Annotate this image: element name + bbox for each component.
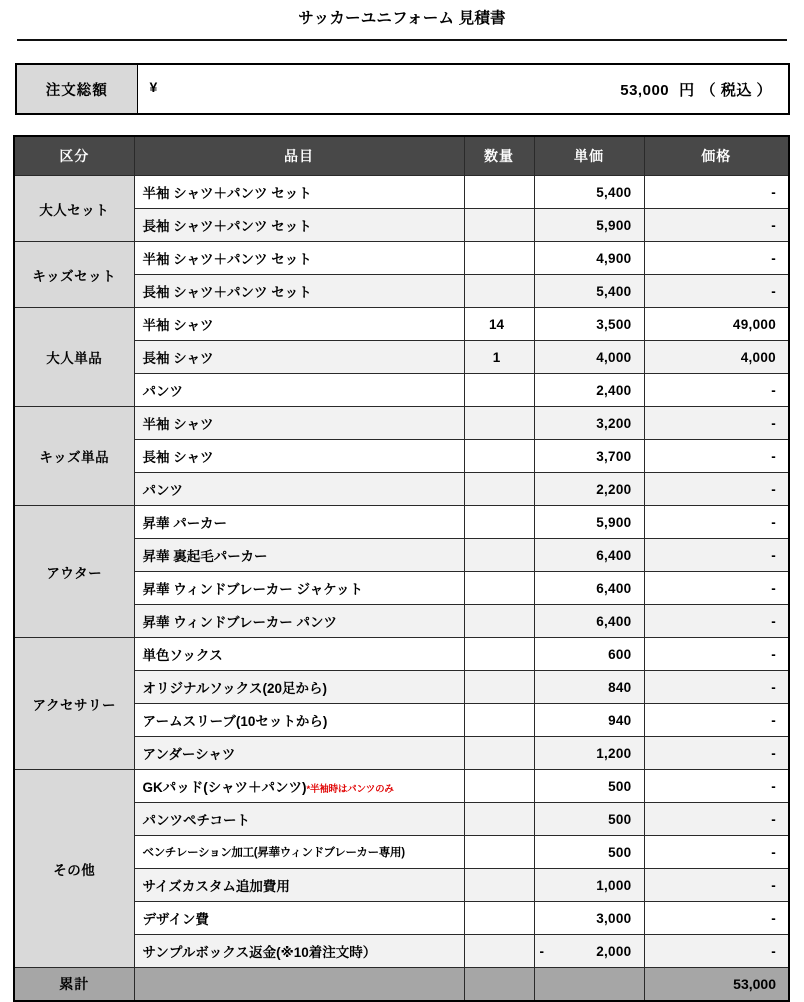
category-cell: キッズ単品 [14,407,134,506]
price-cell: - [644,869,789,902]
item-name: アンダーシャツ [142,747,236,762]
item-name-cell [134,176,464,209]
item-name: 長袖 シャツ [142,450,214,465]
total-spacer-qty [464,968,534,1002]
unit-price-cell: 3,200 [534,407,644,440]
price-cell: - [644,704,789,737]
price-cell: - [644,473,789,506]
price-cell: - [644,374,789,407]
order-total-label: 注文総額 [16,64,137,114]
item-name-cell [134,836,464,869]
price-cell: - [644,803,789,836]
price-cell: - [644,737,789,770]
unit-price-cell: 2,200 [534,473,644,506]
item-name-cell [134,572,464,605]
unit-price-cell: 1,200 [534,737,644,770]
order-total-unit: 円 [679,81,695,99]
unit-price-cell: 4,000 [534,341,644,374]
order-total-amount-group [150,79,773,100]
quantity-cell [464,737,534,770]
category-cell: 大人単品 [14,308,134,407]
price-cell: - [644,440,789,473]
item-name: ベンチレーション加工(昇華ウィンドブレーカー専用) [142,847,405,859]
unit-price-cell: 600 [534,638,644,671]
item-name-cell [134,209,464,242]
unit-price-cell: 6,400 [534,572,644,605]
item-name-cell [134,506,464,539]
unit-price-cell: 500 [534,803,644,836]
item-name-cell [134,902,464,935]
negative-sign: - [539,943,545,959]
unit-price-cell: 4,900 [534,242,644,275]
item-name: 半袖 シャツ [142,318,214,333]
yen-symbol: ¥ [149,79,158,95]
item-name: オリジナルソックス(20足から) [142,681,328,696]
item-name-cell [134,308,464,341]
total-spacer-item [134,968,464,1002]
category-cell: アウター [14,506,134,638]
order-total-value-cell [137,64,789,114]
quantity-cell [464,275,534,308]
quote-table-foot [14,968,789,1002]
unit-price-cell [534,935,644,968]
price-cell: - [644,176,789,209]
item-name-cell [134,803,464,836]
quantity-cell [464,176,534,209]
price-cell: - [644,605,789,638]
quantity-cell [464,671,534,704]
quote-table-head [14,136,789,176]
item-note: *半袖時はパンツのみ [306,784,394,795]
quantity-cell [464,209,534,242]
table-total-row [14,968,789,1002]
price-cell: - [644,572,789,605]
column-header-quantity: 数量 [464,136,534,176]
unit-price-cell: 5,900 [534,506,644,539]
category-cell: 大人セット [14,176,134,242]
item-name: アームスリーブ(10セットから) [142,714,328,729]
quantity-cell [464,407,534,440]
total-amount: 53,000 [644,968,789,1002]
item-name: 昇華 裏起毛パーカー [142,549,268,564]
item-name: パンツ [142,384,183,399]
item-name: 昇華 ウィンドブレーカー パンツ [142,615,337,630]
item-name: サイズカスタム追加費用 [142,879,290,894]
order-total-summary [15,63,790,115]
item-name-cell [134,539,464,572]
unit-price-cell: 5,400 [534,176,644,209]
category-cell: その他 [14,770,134,968]
price-cell: - [644,770,789,803]
price-cell: - [644,407,789,440]
price-cell: 49,000 [644,308,789,341]
item-name-cell [134,242,464,275]
price-cell: - [644,242,789,275]
item-name-cell [134,473,464,506]
item-name: 長袖 シャツ＋パンツ セット [142,219,312,234]
quantity-cell [464,242,534,275]
category-cell: アクセサリー [14,638,134,770]
unit-price-cell: 840 [534,671,644,704]
table-row [14,407,789,440]
price-cell: - [644,638,789,671]
quote-table-body [14,176,789,968]
item-name: 半袖 シャツ＋パンツ セット [142,186,312,201]
item-name: 単色ソックス [142,648,223,663]
table-row [14,638,789,671]
quantity-cell: 1 [464,341,534,374]
unit-price-cell: 3,000 [534,902,644,935]
column-header-unit-price: 単価 [534,136,644,176]
summary-table [15,63,790,115]
unit-price-cell: 3,700 [534,440,644,473]
price-cell: - [644,275,789,308]
quantity-cell [464,473,534,506]
item-name-cell [134,374,464,407]
table-row [14,506,789,539]
item-name-cell [134,638,464,671]
order-total-amount: 53,000 [620,81,670,99]
page-title: サッカーユニフォーム 見積書 [298,10,506,27]
item-name: 昇華 ウィンドブレーカー ジャケット [142,582,364,597]
column-header-price: 価格 [644,136,789,176]
unit-price-cell: 500 [534,836,644,869]
quantity-cell: 14 [464,308,534,341]
order-total-tax-note: （ 税込 ） [700,81,772,99]
quantity-cell [464,638,534,671]
item-name-cell [134,407,464,440]
quantity-cell [464,506,534,539]
column-header-item: 品目 [134,136,464,176]
quantity-cell [464,902,534,935]
item-name: 長袖 シャツ＋パンツ セット [142,285,312,300]
item-name: デザイン費 [142,912,210,927]
quote-table [13,135,790,1002]
item-name: 昇華 パーカー [142,516,227,531]
price-cell: - [644,506,789,539]
unit-price-cell: 500 [534,770,644,803]
item-name-cell [134,737,464,770]
table-row [14,176,789,209]
item-name: 長袖 シャツ [142,351,214,366]
quantity-cell [464,935,534,968]
quantity-cell [464,770,534,803]
quantity-cell [464,869,534,902]
unit-price-cell: 6,400 [534,539,644,572]
price-cell: - [644,935,789,968]
unit-price-cell: 5,900 [534,209,644,242]
category-cell: キッズセット [14,242,134,308]
price-cell: - [644,836,789,869]
unit-price-cell: 5,400 [534,275,644,308]
summary-row [16,64,789,114]
table-row [14,242,789,275]
item-name-cell [134,704,464,737]
item-name-cell [134,935,464,968]
column-header-category: 区分 [14,136,134,176]
item-name-cell [134,341,464,374]
item-name: 半袖 シャツ＋パンツ セット [142,252,312,267]
item-name: 半袖 シャツ [142,417,214,432]
unit-price-cell: 940 [534,704,644,737]
unit-price-cell: 3,500 [534,308,644,341]
price-cell: 4,000 [644,341,789,374]
quantity-cell [464,803,534,836]
quantity-cell [464,836,534,869]
unit-price-cell: 1,000 [534,869,644,902]
price-cell: - [644,539,789,572]
quote-items-section [13,135,790,1002]
price-cell: - [644,209,789,242]
item-name: GKパッド(シャツ＋パンツ) [142,780,307,795]
item-name-cell [134,770,464,803]
price-cell: - [644,671,789,704]
total-label: 累計 [14,968,134,1002]
item-name-cell [134,440,464,473]
title-divider [17,39,787,41]
quantity-cell [464,539,534,572]
item-name-cell [134,869,464,902]
unit-price-cell: 2,400 [534,374,644,407]
total-spacer-price [534,968,644,1002]
quantity-cell [464,440,534,473]
quantity-cell [464,605,534,638]
quantity-cell [464,572,534,605]
table-header-row [14,136,789,176]
item-name: パンツペチコート [142,813,250,828]
table-row [14,308,789,341]
quantity-cell [464,374,534,407]
price-cell: - [644,902,789,935]
quantity-cell [464,704,534,737]
item-name-cell [134,605,464,638]
item-name: サンプルボックス返金(※10着注文時） [142,945,377,960]
item-name-cell [134,671,464,704]
item-name-cell [134,275,464,308]
unit-price-cell: 6,400 [534,605,644,638]
item-name: パンツ [142,483,183,498]
table-row [14,770,789,803]
unit-price-value: 2,000 [596,943,632,959]
